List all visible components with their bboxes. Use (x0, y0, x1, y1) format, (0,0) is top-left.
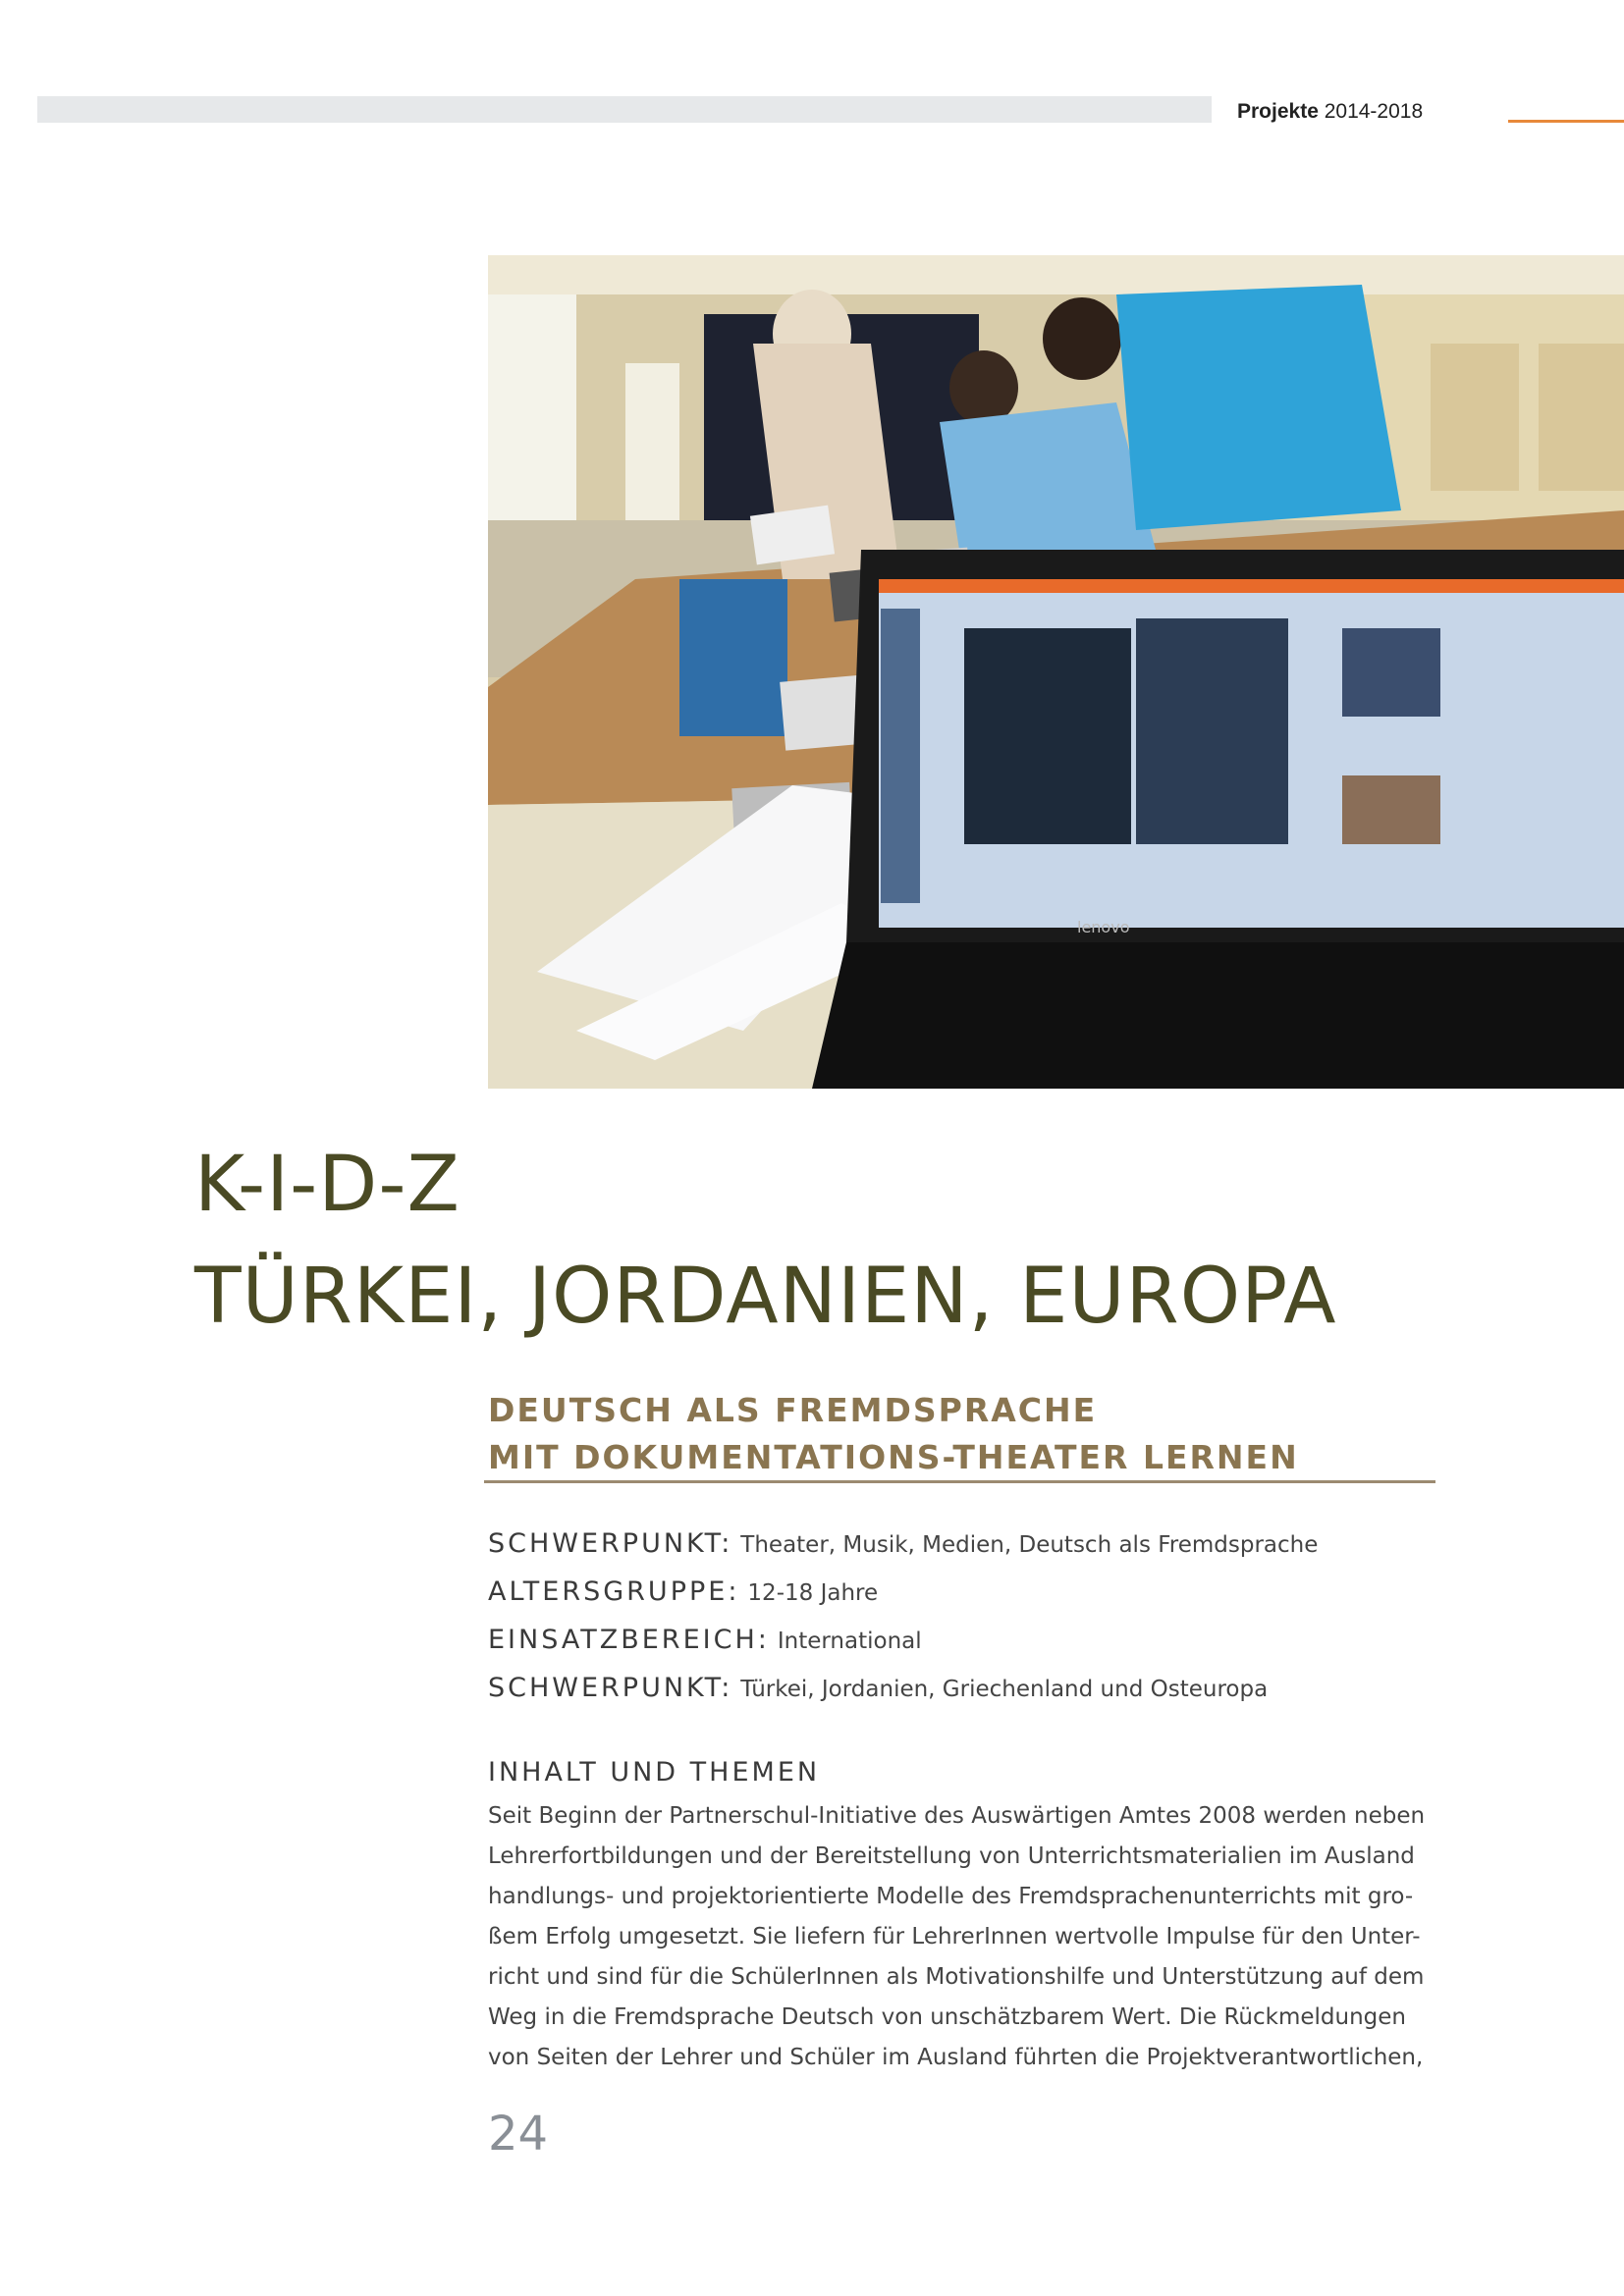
header-section-label: Projekte 2014-2018 (1237, 100, 1424, 123)
fact-list (488, 1522, 1470, 1714)
header-accent-line (1508, 120, 1624, 123)
fact-item (488, 1522, 1470, 1570)
header-bar (37, 96, 1212, 123)
page-title-line-1: K-I-D-Z (194, 1141, 460, 1229)
subtitle (488, 1387, 1435, 1481)
page-number: 24 (488, 2107, 549, 2162)
subtitle-divider (484, 1480, 1435, 1483)
body-line: richt und sind für die SchülerInnen als Motivationshilfe und Unterstützung auf dem (488, 1964, 1425, 1990)
fact-key: ALTERSGRUPPE: (488, 1576, 740, 1607)
fact-value: International (777, 1629, 922, 1654)
body-line: Lehrerfortbildungen und der Bereitstellung von Unterrichtsmaterialien im Ausland (488, 1843, 1415, 1869)
body-line: Seit Beginn der Partnerschul-Initiative des Auswärtigen Amtes 2008 werden neben (488, 1803, 1426, 1829)
body-line: Weg in die Fremdsprache Deutsch von unschätzbarem Wert. Die Rückmeldungen (488, 2004, 1406, 2030)
fact-item (488, 1618, 1470, 1666)
fact-value: 12-18 Jahre (747, 1580, 879, 1606)
fact-key: SCHWERPUNKT: (488, 1673, 733, 1703)
body-line: von Seiten der Lehrer und Schüler im Ausland führten die Projektverantwortlichen, (488, 2045, 1424, 2070)
fact-item (488, 1570, 1470, 1618)
classroom-photo (488, 255, 1624, 1089)
fact-value: Türkei, Jordanien, Griechenland und Osteuropa (740, 1677, 1269, 1702)
subtitle-line-2: MIT DOKUMENTATIONS-THEATER LERNEN (488, 1438, 1299, 1476)
laptop-brand-label: lenovo (1077, 918, 1130, 936)
section-heading: INHALT UND THEMEN (488, 1757, 821, 1788)
fact-value: Theater, Musik, Medien, Deutsch als Fremdsprache (740, 1532, 1319, 1558)
subtitle-line-1: DEUTSCH ALS FREMDSPRACHE (488, 1391, 1098, 1429)
fact-item (488, 1666, 1470, 1714)
page-title-line-2: TÜRKEI, JORDANIEN, EUROPA (194, 1253, 1337, 1341)
body-paragraph (488, 1796, 1435, 2078)
fact-key: EINSATZBEREICH: (488, 1625, 770, 1655)
fact-key: SCHWERPUNKT: (488, 1528, 733, 1559)
body-line: handlungs- und projektorientierte Modelle des Fremdsprachenunterrichts mit gro- (488, 1884, 1414, 1909)
body-line: ßem Erfolg umgesetzt. Sie liefern für LehrerInnen wertvolle Impulse für den Unter- (488, 1924, 1421, 1949)
